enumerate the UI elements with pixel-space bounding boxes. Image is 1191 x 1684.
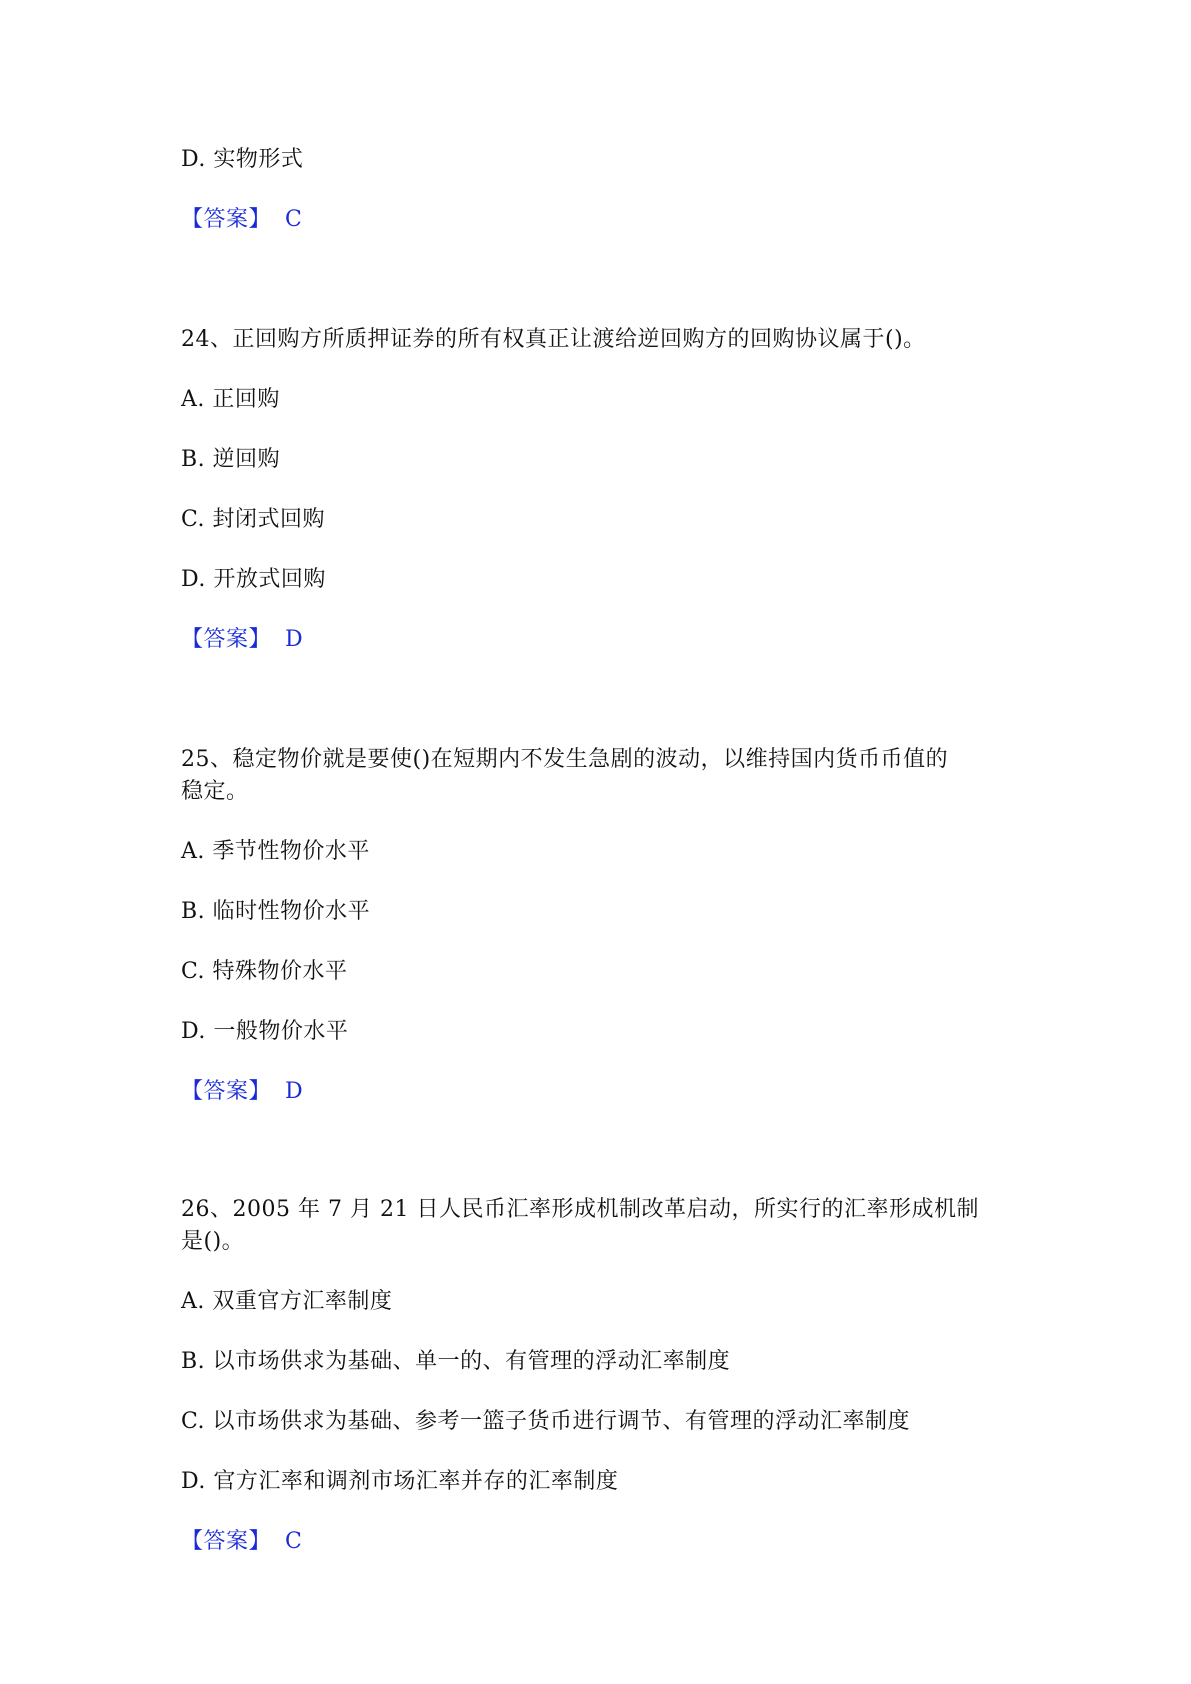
answer-label: 【答案】 (181, 1529, 272, 1554)
option-a: A. 季节性物价水平 (181, 839, 370, 864)
answer-value: C (285, 1529, 303, 1554)
option-b: B. 以市场供求为基础、单一的、有管理的浮动汇率制度 (181, 1349, 731, 1374)
option-d: D. 实物形式 (181, 147, 304, 172)
answer-label: 【答案】 (181, 627, 272, 652)
option-c: C. 封闭式回购 (181, 507, 326, 532)
question-stem-continuation: 是()。 (181, 1229, 245, 1254)
question-stem: 26、2005 年 7 月 21 日人民币汇率形成机制改革启动，所实行的汇率形成机制 (181, 1197, 979, 1222)
option-d: D. 开放式回购 (181, 567, 326, 592)
answer-line (181, 204, 1021, 236)
answer-line (181, 624, 1021, 656)
option-b: B. 逆回购 (181, 447, 281, 472)
option-a: A. 双重官方汇率制度 (181, 1289, 393, 1314)
option-c: C. 以市场供求为基础、参考一篮子货币进行调节、有管理的浮动汇率制度 (181, 1409, 911, 1434)
answer-value: D (285, 1079, 304, 1104)
option-d: D. 官方汇率和调剂市场汇率并存的汇率制度 (181, 1469, 619, 1494)
answer-label: 【答案】 (181, 1079, 272, 1104)
option-c: C. 特殊物价水平 (181, 959, 348, 984)
option-b: B. 临时性物价水平 (181, 899, 371, 924)
question-stem: 24、正回购方所质押证券的所有权真正让渡给逆回购方的回购协议属于()。 (181, 327, 926, 352)
answer-value: C (285, 207, 303, 232)
question-stem-continuation: 稳定。 (181, 779, 249, 804)
answer-label: 【答案】 (181, 207, 272, 232)
answer-value: D (285, 627, 304, 652)
question-stem: 25、稳定物价就是要使()在短期内不发生急剧的波动，以维持国内货币币值的 (181, 747, 949, 772)
answer-line (181, 1526, 1021, 1558)
option-d: D. 一般物价水平 (181, 1019, 349, 1044)
option-a: A. 正回购 (181, 387, 280, 412)
answer-line (181, 1076, 1021, 1108)
